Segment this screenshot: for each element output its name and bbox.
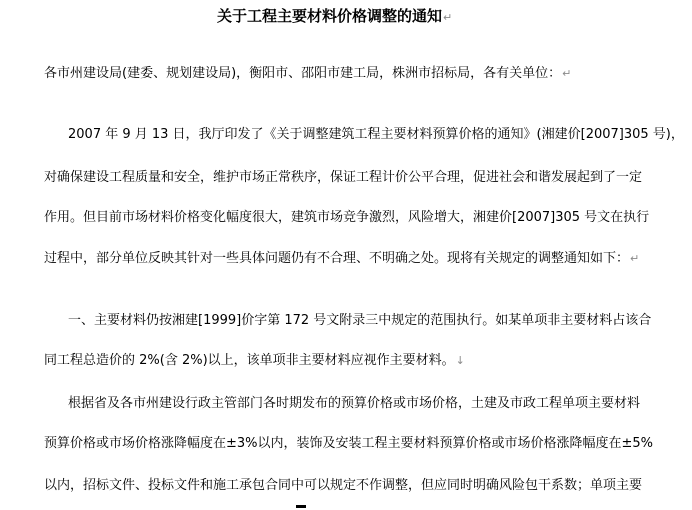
paragraph-mark-icon: ↵ [630, 252, 640, 265]
paragraph1-line-3 [44, 210, 649, 226]
text-line: 对确保建设工程质量和安全，维护市场正常秩序，保证工程计价公平合理，促进社会和谐发展起到了一定 [44, 170, 643, 185]
paragraph-mark-icon: ↵ [443, 11, 453, 24]
text-line: 以内，招标文件、投标文件和施工承包合同中可以规定不作调整，但应同时明确风险包干系数；单项主要 [44, 478, 643, 493]
text-line: 作用。但目前市场材料价格变化幅度很大，建筑市场竞争激烈，风险增大，湘建价[2007]305 号文在执行 [44, 210, 650, 225]
text-line: 过程中，部分单位反映其针对一些具体问题仍有不合理、不明确之处。现将有关规定的调整通知如下： [44, 251, 630, 266]
text-line: 根据省及各市州建设行政主管部门各时期发布的预算价格或市场价格，土建及市政工程单项主要材料 [68, 396, 641, 411]
paragraph3-line-3 [44, 478, 642, 494]
text-line: 2007 年 9 月 13 日，我厅印发了《关于调整建筑工程主要材料预算价格的通知》(湘建价[2007]305 号)， [68, 127, 684, 142]
title-text: 关于工程主要材料价格调整的通知 [217, 7, 443, 25]
text-cursor [296, 505, 306, 508]
salutation-line [44, 66, 571, 82]
paragraph3-line-1 [68, 396, 640, 412]
line-break-mark-icon: ↓ [455, 354, 465, 367]
paragraph3-line-2 [44, 436, 653, 452]
salutation-text: 各市州建设局(建委、规划建设局)，衡阳市、邵阳市建工局，株洲市招标局，各有关单位： [44, 66, 562, 81]
paragraph2-line-1 [68, 313, 651, 329]
text-line: 同工程总造价的 2%(含 2%)以上，该单项非主要材料应视作主要材料。 [44, 353, 455, 368]
paragraph1-line-4 [44, 251, 639, 267]
paragraph-mark-icon: ↵ [562, 67, 572, 80]
text-line: 一、主要材料仍按湘建[1999]价字第 172 号文附录三中规定的范围执行。如某单项非主要材料占该合 [68, 313, 652, 328]
text-line: 预算价格或市场价格涨降幅度在±3%以内，装饰及安装工程主要材料预算价格或市场价格涨降幅度在±5% [44, 436, 654, 451]
document-title [217, 6, 452, 28]
paragraph2-line-2 [44, 353, 465, 369]
paragraph1-line-2 [44, 170, 642, 186]
paragraph1-line-1 [68, 127, 684, 143]
